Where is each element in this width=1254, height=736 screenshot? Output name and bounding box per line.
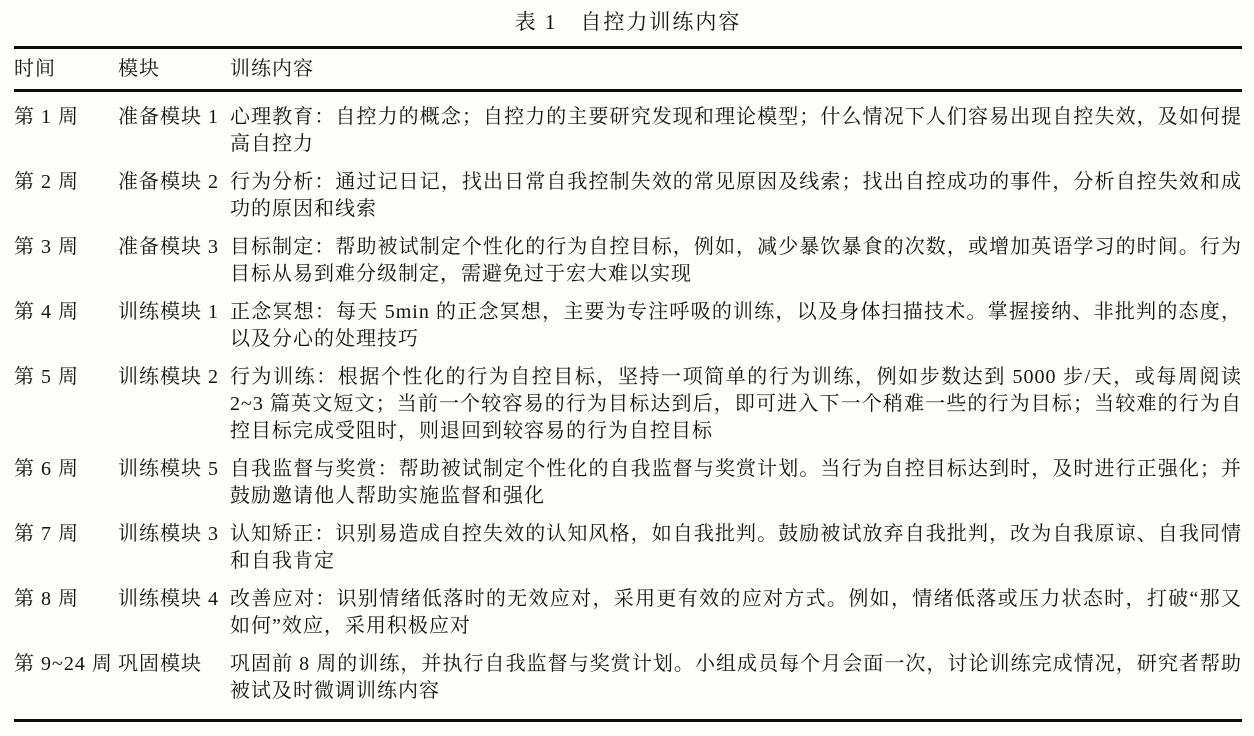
cell-module: 训练模块 4 <box>118 588 219 610</box>
table-header-row <box>14 49 1242 89</box>
table-bottom-rule <box>14 719 1242 722</box>
cell-time: 第 1 周 <box>14 106 79 128</box>
cell-module: 训练模块 1 <box>118 301 219 323</box>
cell-content: 目标制定：帮助被试制定个性化的行为自控目标，例如，减少暴饮暴食的次数，或增加英语学习的时间。行为目标从易到难分级制定，需避免过于宏大难以实现 <box>230 236 1242 285</box>
cell-module: 训练模块 3 <box>118 523 219 545</box>
cell-content: 巩固前 8 周的训练，并执行自我监督与奖赏计划。小组成员每个月会面一次，讨论训练完成情况，研究者帮助被试及时微调训练内容 <box>230 653 1242 702</box>
cell-time: 第 7 周 <box>14 523 79 545</box>
table-row <box>14 104 1242 158</box>
cell-module: 准备模块 1 <box>118 106 219 128</box>
cell-content: 认知矫正：识别易造成自控失效的认知风格，如自我批判。鼓励被试放弃自我批判，改为自我原谅、自我同情和自我肯定 <box>230 523 1242 572</box>
cell-content: 行为训练：根据个性化的行为自控目标，坚持一项简单的行为训练，例如步数达到 5000 步/天，或每周阅读 2~3 篇英文短文；当前一个较容易的行为目标达到后，即可进入下一个稍难一些的行为目标；当较难的行为自控目标完成受阻时，则退回到较容易的行为自控目标 <box>230 366 1242 442</box>
cell-content: 改善应对：识别情绪低落时的无效应对，采用更有效的应对方式。例如，情绪低落或压力状态时，打破“那又如何”效应，采用积极应对 <box>230 588 1242 637</box>
cell-time: 第 8 周 <box>14 588 79 610</box>
cell-content: 心理教育：自控力的概念；自控力的主要研究发现和理论模型；什么情况下人们容易出现自控失效，及如何提高自控力 <box>230 106 1242 155</box>
cell-content: 自我监督与奖赏：帮助被试制定个性化的自我监督与奖赏计划。当行为自控目标达到时，及时进行正强化；并鼓励邀请他人帮助实施监督和强化 <box>230 458 1242 507</box>
column-header-time: 时间 <box>14 58 56 80</box>
cell-module: 准备模块 3 <box>118 236 219 258</box>
table-row <box>14 299 1242 353</box>
cell-module: 准备模块 2 <box>118 171 219 193</box>
cell-time: 第 6 周 <box>14 458 79 480</box>
cell-content: 正念冥想：每天 5min 的正念冥想，主要为专注呼吸的训练，以及身体扫描技术。掌握接纳、非批判的态度，以及分心的处理技巧 <box>230 301 1242 350</box>
cell-time: 第 5 周 <box>14 366 79 388</box>
table-row <box>14 586 1242 640</box>
cell-time: 第 2 周 <box>14 171 79 193</box>
cell-time: 第 9~24 周 <box>14 653 113 675</box>
cell-module: 训练模块 2 <box>118 366 219 388</box>
column-header-module: 模块 <box>118 58 160 80</box>
table-row <box>14 234 1242 288</box>
table-row <box>14 364 1242 445</box>
cell-module: 巩固模块 <box>118 653 202 675</box>
table-title: 表 1 自控力训练内容 <box>514 10 742 34</box>
table-body <box>14 92 1242 719</box>
cell-module: 训练模块 5 <box>118 458 219 480</box>
cell-time: 第 4 周 <box>14 301 79 323</box>
table-row <box>14 169 1242 223</box>
table-row <box>14 651 1242 705</box>
table-row <box>14 521 1242 575</box>
column-header-content: 训练内容 <box>230 58 314 80</box>
cell-content: 行为分析：通过记日记，找出日常自我控制失效的常见原因及线索；找出自控成功的事件，分析自控失效和成功的原因和线索 <box>230 171 1242 220</box>
table-row <box>14 456 1242 510</box>
cell-time: 第 3 周 <box>14 236 79 258</box>
